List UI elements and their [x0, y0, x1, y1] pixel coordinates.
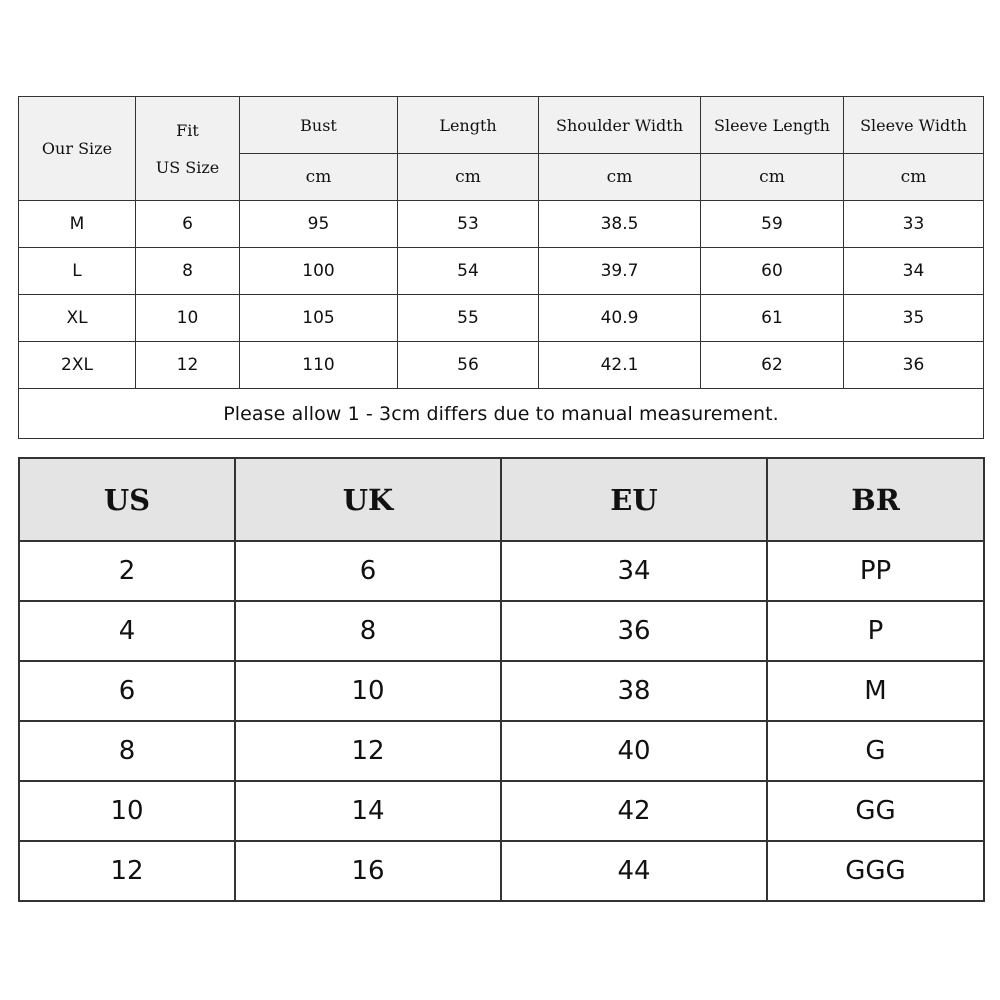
- shoulder-width-cell: 42.1: [539, 342, 701, 389]
- length-cell: 55: [398, 295, 539, 342]
- table-row: [19, 721, 984, 781]
- uk-cell: 8: [235, 601, 501, 661]
- header-our-size: Our Size: [19, 97, 136, 201]
- sleeve-width-cell: 36: [844, 342, 984, 389]
- header-uk: UK: [235, 458, 501, 541]
- unit-shoulder-width: cm: [539, 154, 701, 201]
- header-sleeve-width: Sleeve Width: [844, 97, 984, 154]
- us-size-cell: 10: [136, 295, 240, 342]
- header-fit-label: Fit: [176, 120, 199, 140]
- br-cell: GG: [767, 781, 984, 841]
- uk-cell: 12: [235, 721, 501, 781]
- uk-cell: 6: [235, 541, 501, 601]
- table-row: [19, 248, 984, 295]
- br-cell: M: [767, 661, 984, 721]
- length-cell: 56: [398, 342, 539, 389]
- sleeve-width-cell: 35: [844, 295, 984, 342]
- us-size-cell: 8: [136, 248, 240, 295]
- eu-cell: 36: [501, 601, 767, 661]
- us-cell: 10: [19, 781, 235, 841]
- header-length: Length: [398, 97, 539, 154]
- eu-cell: 42: [501, 781, 767, 841]
- sleeve-width-cell: 34: [844, 248, 984, 295]
- our-size-cell: M: [19, 201, 136, 248]
- table-row: [19, 541, 984, 601]
- our-size-cell: L: [19, 248, 136, 295]
- br-cell: P: [767, 601, 984, 661]
- unit-sleeve-length: cm: [701, 154, 844, 201]
- header-us-size-label: US Size: [155, 157, 220, 177]
- sleeve-length-cell: 59: [701, 201, 844, 248]
- us-cell: 2: [19, 541, 235, 601]
- uk-cell: 16: [235, 841, 501, 901]
- table-row: [19, 781, 984, 841]
- us-size-cell: 12: [136, 342, 240, 389]
- header-eu: EU: [501, 458, 767, 541]
- length-cell: 54: [398, 248, 539, 295]
- table-row: [19, 661, 984, 721]
- uk-cell: 10: [235, 661, 501, 721]
- header-sleeve-length: Sleeve Length: [701, 97, 844, 154]
- header-us: US: [19, 458, 235, 541]
- header-fit-us-size: [136, 97, 240, 201]
- header-bust: Bust: [240, 97, 398, 154]
- us-cell: 6: [19, 661, 235, 721]
- br-cell: GGG: [767, 841, 984, 901]
- table-row: [19, 201, 984, 248]
- bust-cell: 105: [240, 295, 398, 342]
- uk-cell: 14: [235, 781, 501, 841]
- sleeve-length-cell: 61: [701, 295, 844, 342]
- us-cell: 4: [19, 601, 235, 661]
- our-size-cell: 2XL: [19, 342, 136, 389]
- bust-cell: 110: [240, 342, 398, 389]
- sleeve-width-cell: 33: [844, 201, 984, 248]
- table-row: [19, 342, 984, 389]
- bust-cell: 100: [240, 248, 398, 295]
- shoulder-width-cell: 40.9: [539, 295, 701, 342]
- unit-length: cm: [398, 154, 539, 201]
- length-cell: 53: [398, 201, 539, 248]
- measurement-note: Please allow 1 - 3cm differs due to manual measurement.: [19, 389, 984, 439]
- eu-cell: 44: [501, 841, 767, 901]
- unit-bust: cm: [240, 154, 398, 201]
- eu-cell: 38: [501, 661, 767, 721]
- table-row: [19, 295, 984, 342]
- shoulder-width-cell: 38.5: [539, 201, 701, 248]
- measurement-table: [18, 96, 984, 439]
- shoulder-width-cell: 39.7: [539, 248, 701, 295]
- table-row: [19, 601, 984, 661]
- our-size-cell: XL: [19, 295, 136, 342]
- eu-cell: 40: [501, 721, 767, 781]
- sleeve-length-cell: 60: [701, 248, 844, 295]
- br-cell: PP: [767, 541, 984, 601]
- table-row: [19, 841, 984, 901]
- header-shoulder-width: Shoulder Width: [539, 97, 701, 154]
- sleeve-length-cell: 62: [701, 342, 844, 389]
- us-cell: 8: [19, 721, 235, 781]
- us-size-cell: 6: [136, 201, 240, 248]
- unit-sleeve-width: cm: [844, 154, 984, 201]
- bust-cell: 95: [240, 201, 398, 248]
- size-conversion-table: [18, 457, 985, 902]
- header-br: BR: [767, 458, 984, 541]
- br-cell: G: [767, 721, 984, 781]
- eu-cell: 34: [501, 541, 767, 601]
- us-cell: 12: [19, 841, 235, 901]
